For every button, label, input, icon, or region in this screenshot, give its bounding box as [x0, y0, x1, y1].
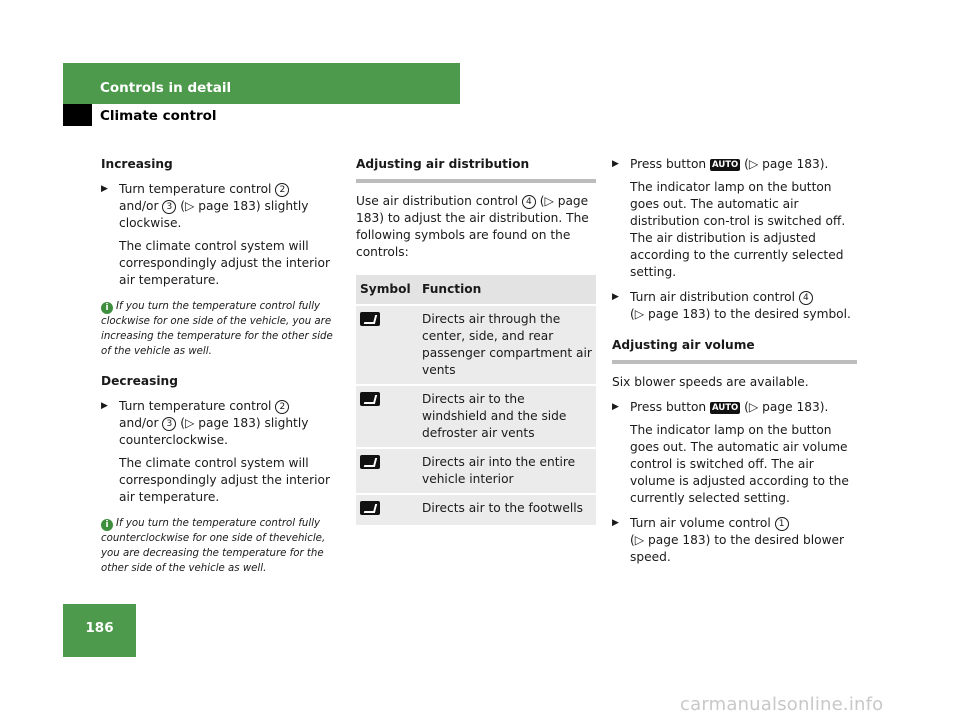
air-distribution-symbol-icon [360, 455, 380, 469]
control-number-badge: 2 [275, 183, 289, 197]
section-title: Controls in detail [100, 80, 232, 96]
air-distribution-symbol-icon [360, 312, 380, 326]
section-heading: Adjusting air volume [612, 337, 857, 364]
right-triangle-icon: ▶ [612, 159, 619, 169]
auto-button-icon: AUTO [712, 160, 739, 170]
auto-button-icon: AUTO [712, 403, 739, 413]
control-number-badge: 2 [275, 400, 289, 414]
info-note: i If you turn the temperature control fully clockwise for one side of the vehicle, you are increasing the temperature for the other side of the vehicle as well. [101, 301, 333, 357]
column-air-volume [612, 156, 857, 566]
control-number-badge: 3 [162, 417, 176, 431]
control-number-badge: 4 [522, 195, 536, 209]
right-triangle-icon: ▶ [612, 292, 619, 302]
watermark: carmanualsonline.info [680, 694, 884, 715]
table-row [356, 494, 596, 526]
table-cell-function: Directs air through the center, side, and rear passenger compartment air vents [418, 305, 596, 385]
table-header-row [356, 275, 596, 305]
column-air-distribution [356, 156, 596, 527]
page-title: Climate control [100, 108, 217, 124]
air-distribution-symbol-icon [360, 501, 380, 515]
symbol-table [356, 275, 596, 527]
paragraph: Six blower speeds are available. [612, 375, 809, 389]
list-item: ▶ Press button AUTO (▷ page 183). [612, 157, 829, 171]
column-header-function: Function [418, 275, 596, 305]
control-number-badge: 3 [162, 200, 176, 214]
list-item: ▶ Turn temperature control 2 and/or 3 (▷ page 183) slightly clockwise. [101, 182, 309, 230]
right-triangle-icon: ▶ [101, 184, 108, 194]
paragraph: The indicator lamp on the button goes out. The automatic air distribution con-trol is switched off. The air distribution is adjusted according to the currently selected setting. [630, 180, 846, 279]
subhead-decreasing: Decreasing [101, 374, 178, 388]
column-temperature [101, 156, 341, 576]
right-triangle-icon: ▶ [612, 402, 619, 412]
table-row [356, 305, 596, 385]
air-distribution-symbol-icon [360, 392, 380, 406]
info-icon: i [101, 519, 113, 531]
list-item: ▶ Turn temperature control 2 and/or 3 (▷ page 183) slightly counterclockwise. [101, 399, 309, 447]
paragraph: The indicator lamp on the button goes out. The automatic air volume control is switched off. The air volume is adjusted according to the currently selected setting. [630, 423, 849, 505]
info-icon: i [101, 302, 113, 314]
list-item: ▶ Turn air distribution control 4 (▷ page 183) to the desired symbol. [612, 290, 851, 321]
right-triangle-icon: ▶ [101, 401, 108, 411]
right-triangle-icon: ▶ [612, 518, 619, 528]
control-number-badge: 4 [799, 291, 813, 305]
table-row [356, 385, 596, 448]
column-header-symbol: Symbol [356, 275, 418, 305]
list-item: ▶ Turn air volume control 1 (▷ page 183) to the desired blower speed. [612, 516, 845, 564]
page-number: 186 [85, 620, 114, 636]
info-note: i If you turn the temperature control fully counterclockwise for one side of thevehicle, you are decreasing the temperature for the other side of the vehicle as well. [101, 518, 326, 574]
section-heading: Adjusting air distribution [356, 156, 596, 183]
list-item: ▶ Press button AUTO (▷ page 183). [612, 400, 829, 414]
table-cell-function: Directs air into the entire vehicle interior [418, 448, 596, 494]
subhead-increasing: Increasing [101, 157, 173, 171]
table-cell-function: Directs air to the windshield and the side defroster air vents [418, 385, 596, 448]
table-row [356, 448, 596, 494]
paragraph: The climate control system will correspondingly adjust the interior air temperature. [119, 456, 330, 504]
control-number-badge: 1 [775, 517, 789, 531]
paragraph: Use air distribution control 4 (▷ page 183) to adjust the air distribution. The following symbols are found on the controls: [356, 194, 589, 259]
header-tab-marker [63, 104, 92, 126]
paragraph: The climate control system will correspondingly adjust the interior air temperature. [119, 239, 330, 287]
table-cell-function: Directs air to the footwells [418, 494, 596, 526]
